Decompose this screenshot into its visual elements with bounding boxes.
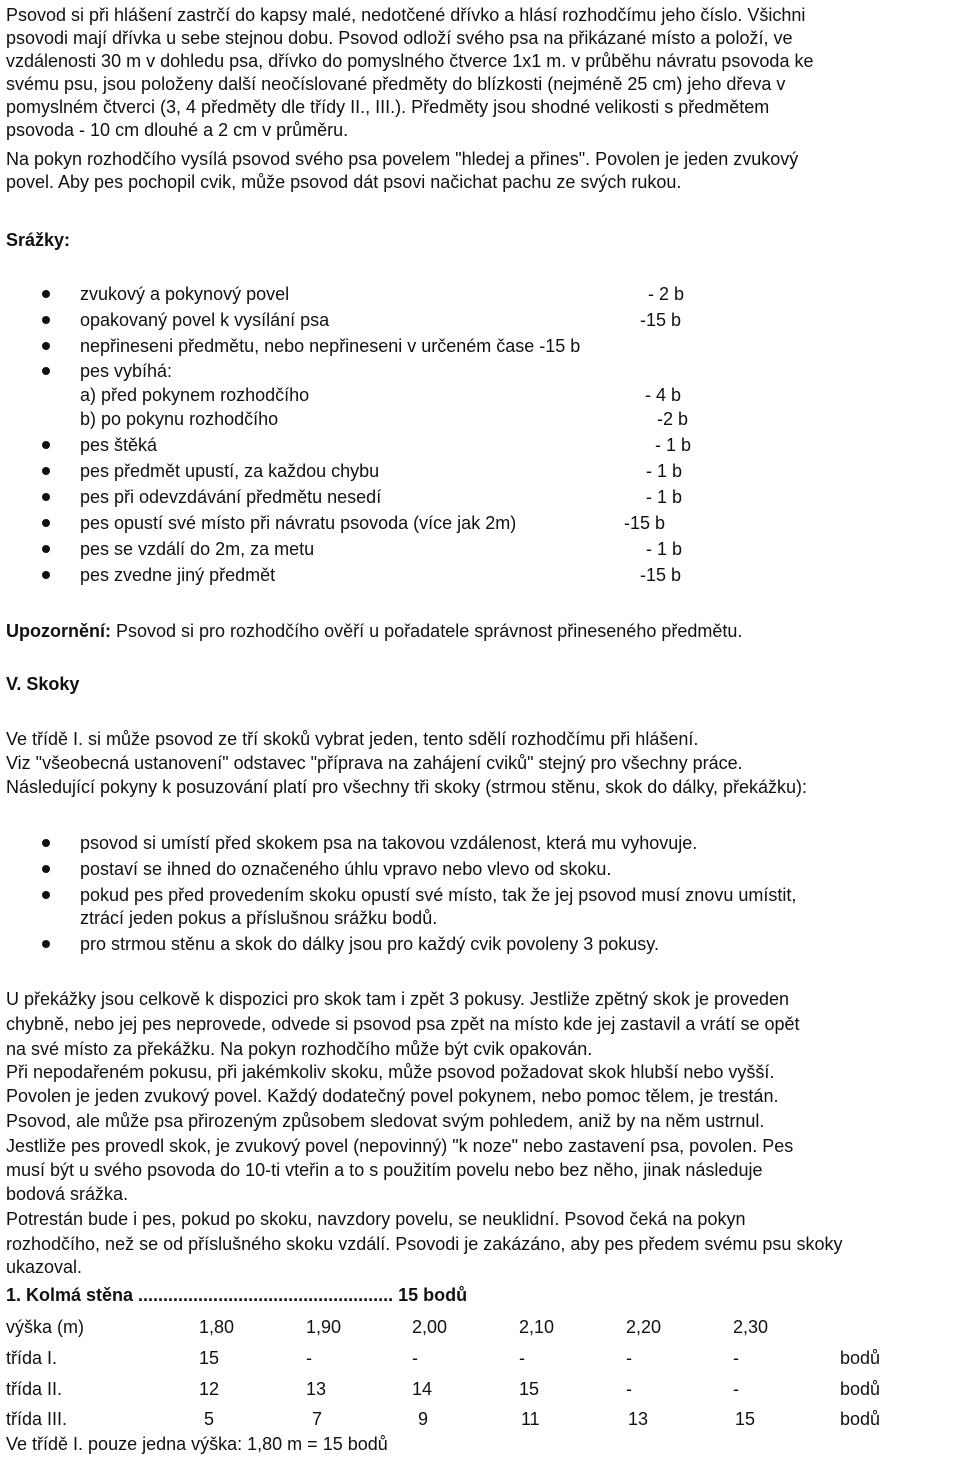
bullet-icon [42, 441, 50, 449]
bullet-icon [42, 290, 50, 298]
penalty-item [0, 460, 683, 482]
prekazka-line: Psovod, ale může psa přirozeným způsobem sledovat svým pohledem, aniž by na něm ustrnul. [6, 1111, 765, 1131]
bullet-icon [42, 891, 50, 899]
penalty-value: - 1 b [655, 435, 692, 455]
table-cell: 13 [628, 1409, 649, 1429]
bullet-icon [42, 342, 50, 350]
table-cell: 2,00 [412, 1317, 448, 1337]
bullet-icon [42, 519, 50, 527]
penalty-item [0, 538, 683, 560]
table-cell: 2,30 [733, 1317, 769, 1337]
warning-label: Upozornění: [6, 621, 111, 641]
table-cell: 12 [199, 1379, 220, 1399]
intro-line: povel. Aby pes pochopil cvik, může psovod dát psovi načichat pachu ze svých rukou. [6, 172, 682, 192]
prekazka-line: ukazoval. [6, 1257, 83, 1277]
penalty-item [0, 309, 682, 331]
penalty-text: pes při odevzdávání předmětu nesedí [80, 487, 382, 507]
skoky-bullet [0, 884, 797, 906]
kolma-stena-heading: 1. Kolmá stěna ................................................... 15 bodů [6, 1285, 468, 1305]
penalty-text: pes opustí své místo při návratu psovoda (více jak 2m) [80, 513, 517, 533]
penalty-subitem [0, 384, 682, 406]
row-label: třída I. [6, 1348, 58, 1368]
penalty-text: pes vybíhá: [80, 361, 173, 381]
penalty-value: -15 b [624, 513, 666, 533]
table-cell: - [626, 1379, 632, 1399]
penalty-text: b) po pokynu rozhodčího [80, 409, 279, 429]
skoky-bullet-text: postaví se ihned do označeného úhlu vpravo nebo vlevo od skoku. [80, 859, 612, 879]
bullet-icon [42, 865, 50, 873]
warning-note [6, 620, 742, 642]
penalty-value: - 1 b [646, 539, 683, 559]
bullet-icon [42, 467, 50, 475]
penalty-text: pes předmět upustí, za každou chybu [80, 461, 380, 481]
footer-note: Ve třídě I. pouze jedna výška: 1,80 m = 15 bodů [6, 1434, 388, 1454]
prekazka-line: rozhodčího, než se od příslušného skoku vzdálí. Psovodi je zakázáno, aby pes předem svému psu skoky [6, 1234, 843, 1254]
table-cell: - [733, 1348, 739, 1368]
penalty-text: pes se vzdálí do 2m, za metu [80, 539, 315, 559]
prekazka-line: Povolen je jeden zvukový povel. Každý dodatečný povel pokynem, nebo pomoc tělem, je trestán. [6, 1086, 779, 1106]
intro-line: psovoda - 10 cm dlouhé a 2 cm v průměru. [6, 120, 349, 140]
prekazka-line: chybně, nebo jej pes neprovede, odvede si psovod psa zpět na místo kde jej zastavil a vrátí se opět [6, 1014, 800, 1034]
table-cell: 1,90 [306, 1317, 342, 1337]
table-cell: 1,80 [199, 1317, 235, 1337]
penalty-value: -15 b [640, 565, 682, 585]
penalty-subitem [0, 408, 689, 430]
penalty-text: pes štěká [80, 435, 158, 455]
prekazka-line: bodová srážka. [6, 1184, 129, 1204]
prekazka-line: musí být u svého psovoda do 10-ti vteřin a to s použitím povelu nebo bez něho, jinak následuje [6, 1160, 763, 1180]
table-cell: 11 [521, 1409, 540, 1429]
table-cell: 13 [306, 1379, 327, 1399]
penalty-item [0, 486, 683, 508]
skoky-bullet-text: pro strmou stěnu a skok do dálky jsou pro každý cvik povoleny 3 pokusy. [80, 934, 659, 954]
table-cell: bodů [840, 1379, 881, 1399]
penalty-value: - 2 b [648, 284, 685, 304]
intro-line: Na pokyn rozhodčího vysílá psovod svého psa povelem "hledej a přines". Povolen je jeden zvukový [6, 149, 799, 169]
bullet-icon [42, 493, 50, 501]
penalty-item [0, 434, 692, 456]
row-label: třída II. [6, 1379, 63, 1399]
penalty-text: nepřineseni předmětu, nebo nepřineseni v určeném čase -15 b [80, 336, 581, 356]
intro-line: svému psu, jsou položeny další neočíslované předměty do blízkosti (nejméně 25 cm) jeho dřeva v [6, 74, 786, 94]
prekazka-line: Jestliže pes provedl skok, je zvukový povel (nepovinný) "k noze" nebo zastavení psa, povolen. Pes [6, 1136, 794, 1156]
penalty-text: zvukový a pokynový povel [80, 284, 290, 304]
penalty-text: pes zvedne jiný předmět [80, 565, 276, 585]
table-cell: - [412, 1348, 418, 1368]
bullet-icon [42, 367, 50, 375]
bullet-icon [42, 571, 50, 579]
penalty-item [0, 360, 173, 382]
penalty-text: opakovaný povel k vysílání psa [80, 310, 330, 330]
bullet-icon [42, 940, 50, 948]
penalty-text: a) před pokynem rozhodčího [80, 385, 310, 405]
table-cell: - [626, 1348, 632, 1368]
prekazka-line: Při nepodařeném pokusu, při jakémkoliv skoku, může psovod požadovat skok hlubší nebo vyšší. [6, 1062, 775, 1082]
skoky-intro-line: Viz "všeobecná ustanovení" odstavec "příprava na zahájení cviků" stejný pro všechny práce. [6, 753, 743, 773]
prekazka-line: Potrestán bude i pes, pokud po skoku, navzdory povelu, se neuklidní. Psovod čeká na pokyn [6, 1209, 746, 1229]
intro-line: Psovod si při hlášení zastrčí do kapsy malé, nedotčené dřívko a hlásí rozhodčímu jeho číslo. Všichni [6, 5, 806, 25]
table-cell: bodů [840, 1409, 881, 1429]
bullet-icon [42, 316, 50, 324]
table-cell: 2,20 [626, 1317, 662, 1337]
skoky-bullet-text: pokud pes před provedením skoku opustí své místo, tak že jej psovod musí znovu umístit, [80, 885, 797, 905]
table-cell: 5 [204, 1409, 215, 1429]
srazky-heading: Srážky: [6, 230, 71, 250]
table-cell: - [306, 1348, 312, 1368]
prekazka-line: na své místo za překážku. Na pokyn rozhodčího může být cvik opakován. [6, 1039, 593, 1059]
intro-line: pomyslném čtverci (3, 4 předměty dle třídy II., III.). Předměty jsou shodné velikosti s předmětem [6, 97, 770, 117]
skoky-bullet [0, 933, 659, 955]
prekazka-line: U překážky jsou celkově k dispozici pro skok tam i zpět 3 pokusy. Jestliže zpětný skok je proveden [6, 989, 790, 1009]
skoky-intro-line: Následující pokyny k posuzování platí pro všechny tři skoky (strmou stěnu, skok do dálky, překážku): [6, 777, 808, 797]
penalty-value: -2 b [657, 409, 689, 429]
penalty-value: - 1 b [646, 461, 683, 481]
penalty-item [0, 283, 685, 305]
bullet-icon [42, 545, 50, 553]
skoky-intro-line: Ve třídě I. si může psovod ze tří skoků vybrat jeden, tento sdělí rozhodčímu při hlášení. [6, 729, 699, 749]
penalty-value: - 1 b [646, 487, 683, 507]
table-cell: 2,10 [519, 1317, 555, 1337]
penalty-item [0, 335, 581, 357]
table-cell: - [519, 1348, 525, 1368]
table-cell: 15 [735, 1409, 756, 1429]
skoky-bullet [0, 832, 698, 854]
intro-line: psovodi mají dřívka u sebe stejnou dobu. Psovod odloží svého psa na přikázané místo a položí, ve [6, 28, 793, 48]
section-title: V. Skoky [6, 674, 80, 694]
table-cell: 14 [412, 1379, 433, 1399]
intro-line: vzdálenosti 30 m v dohledu psa, dřívko do pomyslného čtverce 1x1 m. v průběhu návratu psovoda ke [6, 51, 814, 71]
table-cell: 15 [519, 1379, 540, 1399]
skoky-bullet-text: psovod si umístí před skokem psa na takovou vzdálenost, která mu vyhovuje. [80, 833, 698, 853]
bullet-icon [42, 839, 50, 847]
row-label: třída III. [6, 1409, 68, 1429]
table-cell: bodů [840, 1348, 881, 1368]
penalty-value: -15 b [640, 310, 682, 330]
skoky-bullet [0, 858, 612, 880]
penalty-item [0, 512, 666, 534]
penalty-value: - 4 b [645, 385, 682, 405]
skoky-bullet-continuation [0, 907, 438, 929]
skoky-bullet-text: ztrácí jeden pokus a příslušnou srážku bodů. [80, 908, 438, 928]
table-cell: 15 [199, 1348, 220, 1368]
table-cell: 7 [312, 1409, 323, 1429]
table-cell: - [733, 1379, 739, 1399]
table-cell: 9 [418, 1409, 429, 1429]
penalty-item [0, 564, 682, 586]
row-label: výška (m) [6, 1317, 84, 1337]
warning-text: Psovod si pro rozhodčího ověří u pořadatele správnost přineseného předmětu. [111, 621, 743, 641]
